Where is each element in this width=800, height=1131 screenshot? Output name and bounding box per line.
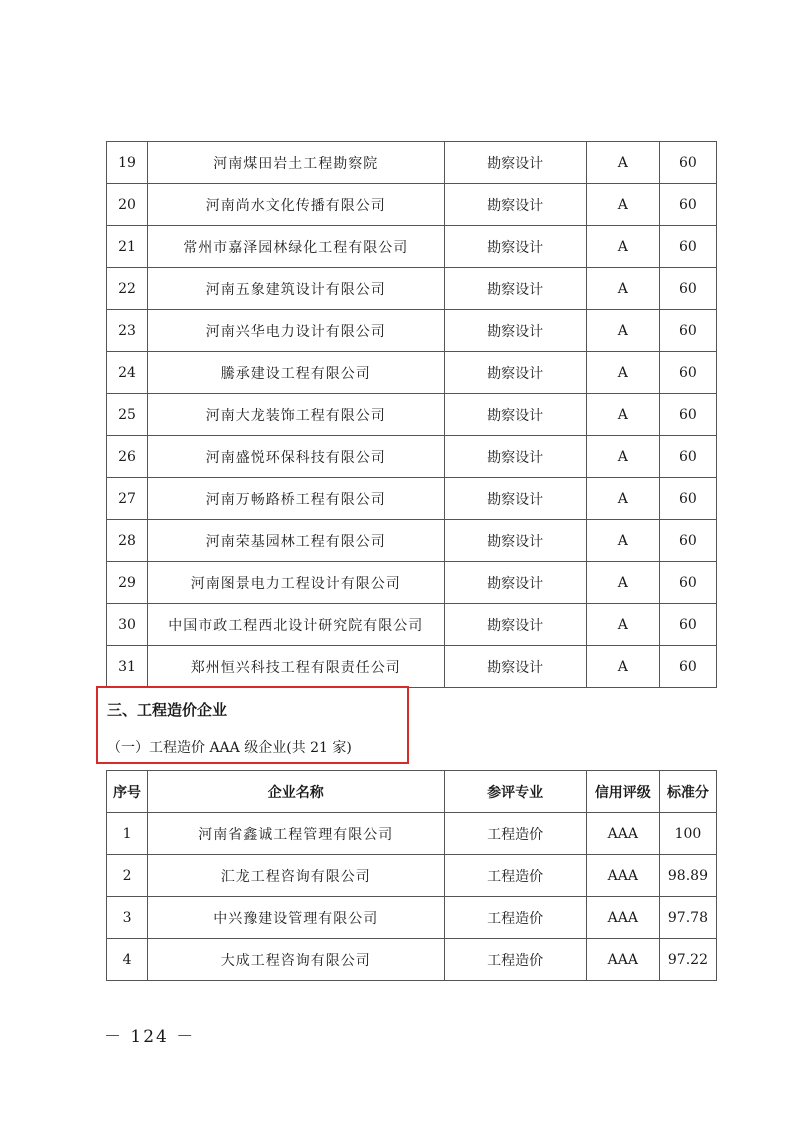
cell-score: 97.22 [659, 939, 716, 981]
section-title: 三、工程造价企业 [107, 701, 228, 719]
enterprise-table-survey-design [106, 141, 717, 688]
cell-no: 1 [107, 813, 148, 855]
cell-name: 中国市政工程西北设计研究院有限公司 [148, 604, 444, 646]
cell-name: 大成工程咨询有限公司 [148, 939, 444, 981]
cell-name: 河南万畅路桥工程有限公司 [148, 478, 444, 520]
cell-name: 郑州恒兴科技工程有限责任公司 [148, 646, 444, 688]
cell-score: 60 [659, 142, 716, 184]
cell-score: 60 [659, 478, 716, 520]
table-row [107, 268, 717, 310]
cell-name: 汇龙工程咨询有限公司 [148, 855, 444, 897]
table-body [107, 813, 717, 981]
cell-no: 4 [107, 939, 148, 981]
cell-major: 勘察设计 [444, 604, 586, 646]
cell-no: 2 [107, 855, 148, 897]
cell-name: 河南图景电力工程设计有限公司 [148, 562, 444, 604]
cell-major: 勘察设计 [444, 142, 586, 184]
cell-major: 勘察设计 [444, 268, 586, 310]
cell-name: 河南荣基园林工程有限公司 [148, 520, 444, 562]
cell-no: 29 [107, 562, 148, 604]
cell-major: 勘察设计 [444, 562, 586, 604]
header-name: 企业名称 [148, 771, 444, 813]
cell-no: 21 [107, 226, 148, 268]
cell-score: 60 [659, 352, 716, 394]
cell-major: 勘察设计 [444, 352, 586, 394]
table-row [107, 939, 717, 981]
cell-grade: A [586, 436, 659, 478]
cell-grade: A [586, 520, 659, 562]
table-row [107, 897, 717, 939]
cell-score: 98.89 [659, 855, 716, 897]
cell-major: 勘察设计 [444, 310, 586, 352]
table-row [107, 310, 717, 352]
cell-no: 20 [107, 184, 148, 226]
table-body [107, 142, 717, 688]
cell-major: 工程造价 [444, 813, 586, 855]
cell-score: 60 [659, 310, 716, 352]
cell-grade: A [586, 394, 659, 436]
header-major: 参评专业 [444, 771, 586, 813]
cell-grade: AAA [586, 855, 659, 897]
cell-name: 河南大龙装饰工程有限公司 [148, 394, 444, 436]
table-row [107, 184, 717, 226]
cell-name: 河南兴华电力设计有限公司 [148, 310, 444, 352]
header-score: 标准分 [659, 771, 716, 813]
cell-score: 60 [659, 604, 716, 646]
cell-grade: A [586, 604, 659, 646]
cell-major: 工程造价 [444, 939, 586, 981]
cell-score: 60 [659, 268, 716, 310]
cell-grade: AAA [586, 939, 659, 981]
cell-no: 19 [107, 142, 148, 184]
cell-major: 勘察设计 [444, 184, 586, 226]
subsection-title: （一）工程造价 AAA 级企业(共 21 家) [107, 740, 352, 756]
cell-grade: A [586, 310, 659, 352]
cell-score: 100 [659, 813, 716, 855]
cell-name: 騰承建设工程有限公司 [148, 352, 444, 394]
cell-score: 60 [659, 184, 716, 226]
table-header-row [107, 771, 717, 813]
cell-major: 勘察设计 [444, 436, 586, 478]
cell-major: 工程造价 [444, 897, 586, 939]
cell-no: 22 [107, 268, 148, 310]
cell-name: 河南省鑫诚工程管理有限公司 [148, 813, 444, 855]
cell-major: 勘察设计 [444, 646, 586, 688]
cell-grade: A [586, 226, 659, 268]
header-grade: 信用评级 [586, 771, 659, 813]
cell-no: 30 [107, 604, 148, 646]
table-row [107, 520, 717, 562]
table-row [107, 478, 717, 520]
cell-score: 60 [659, 646, 716, 688]
cell-no: 31 [107, 646, 148, 688]
cell-grade: A [586, 184, 659, 226]
cell-grade: AAA [586, 897, 659, 939]
table-row [107, 813, 717, 855]
cell-no: 26 [107, 436, 148, 478]
table-row [107, 394, 717, 436]
table-row [107, 604, 717, 646]
cell-grade: A [586, 352, 659, 394]
cell-score: 97.78 [659, 897, 716, 939]
table-row [107, 436, 717, 478]
cell-no: 3 [107, 897, 148, 939]
table-row [107, 562, 717, 604]
cell-score: 60 [659, 394, 716, 436]
cell-no: 28 [107, 520, 148, 562]
table-row [107, 226, 717, 268]
cell-major: 勘察设计 [444, 478, 586, 520]
page-number: － 124 － [104, 1027, 196, 1047]
table-row [107, 646, 717, 688]
cell-score: 60 [659, 226, 716, 268]
cell-grade: A [586, 478, 659, 520]
table-row [107, 142, 717, 184]
cell-score: 60 [659, 520, 716, 562]
cell-name: 中兴豫建设管理有限公司 [148, 897, 444, 939]
cell-score: 60 [659, 562, 716, 604]
cell-grade: A [586, 142, 659, 184]
cell-score: 60 [659, 436, 716, 478]
cell-name: 河南五象建筑设计有限公司 [148, 268, 444, 310]
cell-name: 河南尚水文化传播有限公司 [148, 184, 444, 226]
header-no: 序号 [107, 771, 148, 813]
cell-name: 河南盛悦环保科技有限公司 [148, 436, 444, 478]
cell-no: 23 [107, 310, 148, 352]
cell-grade: A [586, 646, 659, 688]
table-row [107, 352, 717, 394]
cell-no: 25 [107, 394, 148, 436]
cell-no: 27 [107, 478, 148, 520]
cell-grade: AAA [586, 813, 659, 855]
cell-grade: A [586, 562, 659, 604]
cell-name: 河南煤田岩土工程勘察院 [148, 142, 444, 184]
enterprise-table-cost-consulting [106, 770, 717, 981]
cell-major: 勘察设计 [444, 226, 586, 268]
cell-no: 24 [107, 352, 148, 394]
cell-name: 常州市嘉泽园林绿化工程有限公司 [148, 226, 444, 268]
cell-major: 工程造价 [444, 855, 586, 897]
cell-major: 勘察设计 [444, 520, 586, 562]
table-row [107, 855, 717, 897]
cell-grade: A [586, 268, 659, 310]
cell-major: 勘察设计 [444, 394, 586, 436]
